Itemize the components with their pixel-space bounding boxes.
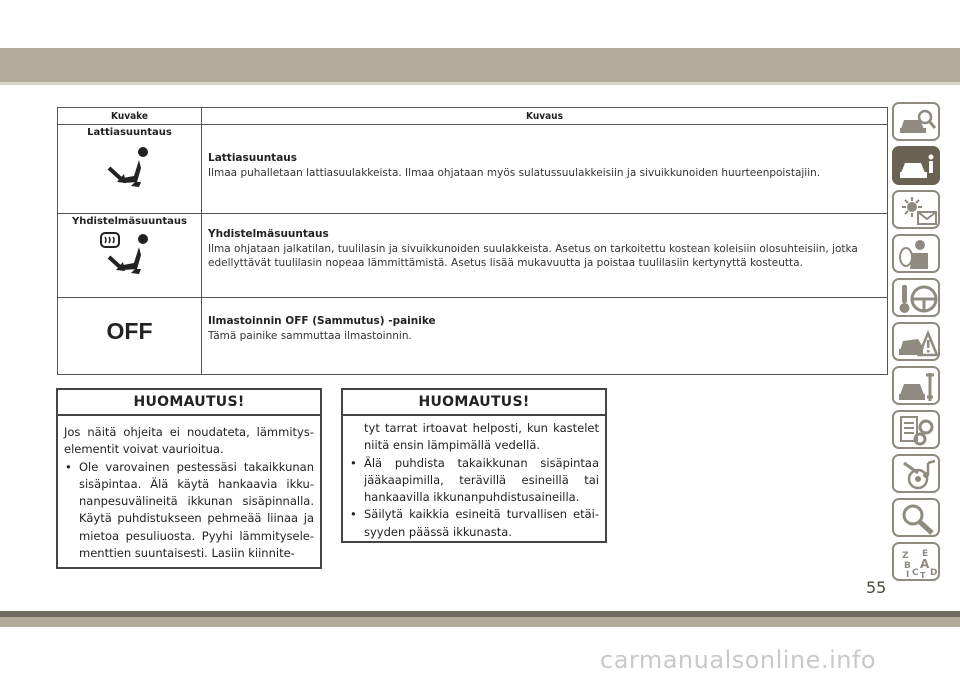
watermark: carmanualsonline.info [600,646,877,674]
top-band-line [0,82,960,85]
table-row [58,125,888,214]
tab-getting-to-know[interactable] [892,102,940,141]
svg-text:C: C [912,568,919,578]
caution-note-right [341,388,607,543]
note-title: HUOMAUTUS! [343,390,605,416]
car-search-icon [898,107,938,139]
table-row [58,298,888,375]
icon-cell [58,125,202,214]
svg-text:A: A [920,557,930,571]
tab-alphabetical-index[interactable] [892,542,940,581]
description-cell [202,214,888,298]
icon-description-table [57,107,888,375]
top-band [0,48,960,82]
note-bullets [349,420,599,541]
icon-cell [58,214,202,298]
note-bullet: • Älä puhdista takaikkunan sisäpintaa jääkaapimilla, terävillä esineillä tai hankaavilla ikkunanpuhdistusaineilla. [349,455,599,507]
tab-safety[interactable] [892,234,940,273]
svg-text:Z: Z [902,551,909,561]
steering-wheel-icon [898,283,938,315]
tab-index-search[interactable] [892,498,940,537]
caution-note-left [56,388,322,569]
description-title: Yhdistelmäsuuntaus [208,228,329,240]
description-title: Lattiasuuntaus [208,152,298,164]
page-number: 55 [866,578,887,597]
spec-gears-icon [898,415,938,447]
airbag-person-icon [898,239,938,271]
header-description: Kuvaus [202,108,888,125]
tab-emergency[interactable] [892,322,940,361]
index-letters-icon [898,547,938,579]
description-cell [202,298,888,375]
mixed-airflow-icon [95,229,165,285]
floor-airflow-icon [95,142,165,200]
icon-label: Yhdistelmäsuuntaus [72,216,187,227]
note-body [58,416,320,568]
table-row [58,214,888,298]
description-text: Tämä painike sammuttaa ilmastoinnin. [208,330,412,342]
note-continuation: tyt tarrat irtoavat helposti, kun kastelet niitä ensin lämpimällä vedellä. [364,421,599,453]
note-intro: Jos näitä ohjeita ei noudateta, lämmitys-elementit voivat vaurioitua. [64,425,314,457]
svg-text:E: E [922,549,929,559]
tab-specifications[interactable] [892,410,940,449]
magnifier-icon [898,503,938,535]
note-bullet: • Ole varovainen pestessäsi takaikkunan sisäpintaa. Älä käytä hankaavia ikku-nanpesuvälineitä ikkunan sisäpinnalla. Käytä puhdistukseen pehmeää liinaa ja mietoa pesuliuosta. Pyyhi lämmitysele-menttien suuntaisesti. Lasiin kiinnite- [64,459,314,563]
description-text: Ilma ohjataan jalkatilan, tuulilasin ja sivuikkunoiden suulakkeista. Asetus on tarkoitettu kostean koleisiin olosuhteisiin, jotka edellyttävät tuulilasin nopeaa lämmittämistä. Asetus lisää mukavuutta ja poistaa tuulilasiin kertynyttä kosteutta. [208,243,858,269]
svg-text:D: D [930,568,938,578]
tab-multimedia[interactable] [892,454,940,493]
svg-text:B: B [904,561,911,571]
icon-cell [58,298,202,375]
bottom-band [0,617,960,627]
tab-dashboard-info[interactable] [892,146,940,185]
tab-lights[interactable] [892,190,940,229]
note-title: HUOMAUTUS! [58,390,320,416]
light-message-icon [898,195,938,227]
description-text: Ilmaa puhalletaan lattiasuulakkeista. Ilmaa ohjataan myös sulatussuulakkeisiin ja sivuikkunoiden huurteenpoistajiin. [208,167,821,179]
svg-text:I: I [906,570,910,579]
description-cell [202,125,888,214]
table-header-row [58,108,888,125]
svg-text:T: T [920,571,926,579]
car-warning-icon [898,327,938,359]
car-tools-icon [898,371,938,403]
tab-servicing[interactable] [892,366,940,405]
tab-starting-operating[interactable] [892,278,940,317]
note-bullets [64,459,314,563]
multimedia-icon [898,459,938,491]
car-info-icon [898,151,938,183]
description-title: Ilmastoinnin OFF (Sammutus) -painike [208,315,436,327]
icon-label: Lattiasuuntaus [87,127,172,138]
off-button-icon: OFF [106,318,153,344]
note-body [343,416,605,547]
header-icon: Kuvake [58,108,202,125]
note-bullet: • Säilytä kaikkia esineitä turvallisen etäi-syyden päässä ikkunasta. [349,506,599,541]
